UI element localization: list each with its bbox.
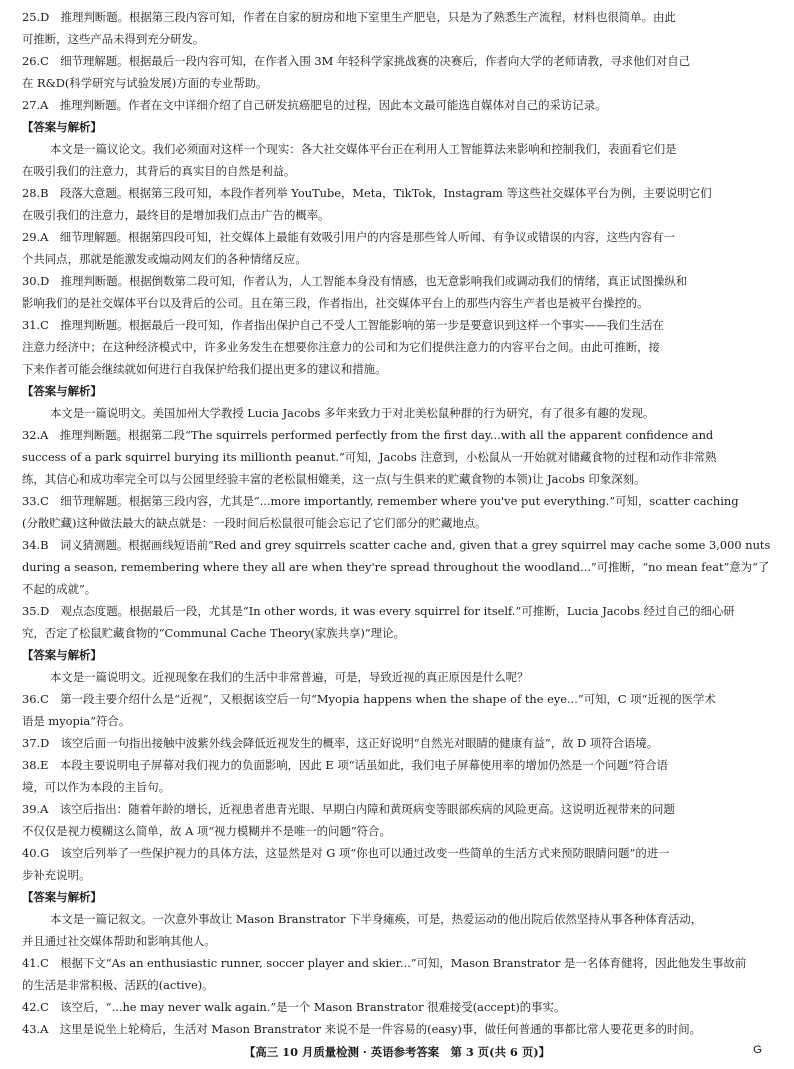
answer-line: 32.A 推理判断题。根据第二段“The squirrels performed perfectly from the first day...with all the apparent confidence and xyxy=(22,428,714,442)
page-footer xyxy=(0,1044,794,1064)
section-header xyxy=(22,380,770,402)
answer-line: 38.E 本段主要说明电子屏幕对我们视力的负面影响，因此 E 项“话虽如此，我们电子屏幕使用率的增加仍然是一个问题”符合语 xyxy=(22,758,668,772)
passage-summary xyxy=(22,138,770,182)
answer-item xyxy=(22,1018,770,1040)
answer-line: 在吸引我们的注意力，最终目的是增加我们点击广告的概率。 xyxy=(22,208,330,222)
answer-line: 个共同点，那就是能激发或煽动网友们的各种情绪反应。 xyxy=(22,252,307,266)
section-header xyxy=(22,644,770,666)
answer-item xyxy=(22,732,770,754)
answer-line: 30.D 推理判断题。根据倒数第二段可知，作者认为，人工智能本身没有情感，也无意影响我们或调动我们的情绪，真正试图操纵和 xyxy=(22,274,688,288)
answer-item xyxy=(22,6,770,50)
section-header-text: 【答案与解析】 xyxy=(22,120,102,134)
section-header xyxy=(22,116,770,138)
answer-item xyxy=(22,314,770,380)
answer-line: 27.A 推理判断题。作者在文中详细介绍了自己研发抗癌肥皂的过程，因此本文最可能选自媒体对自己的采访记录。 xyxy=(22,98,607,112)
section-header-text: 【答案与解析】 xyxy=(22,890,102,904)
answer-line: 影响我们的是社交媒体平台以及背后的公司。且在第三段，作者指出，社交媒体平台上的那些内容生产者也是被平台操控的。 xyxy=(22,296,649,310)
answer-line: 不起的成就”。 xyxy=(22,582,97,596)
summary-line: 本文是一篇议论文。我们必须面对这样一个现实：各大社交媒体平台正在利用人工智能算法来影响和控制我们，表面看它们是 xyxy=(50,142,677,156)
answer-item xyxy=(22,754,770,798)
answer-line: 不仅仅是视力模糊这么简单，故 A 项“视力模糊并不是唯一的问题”符合。 xyxy=(22,824,391,838)
section-header-text: 【答案与解析】 xyxy=(22,384,102,398)
answer-line: 34.B 词义猜测题。根据画线短语前“Red and grey squirrels scatter cache and, given that a grey squirrel may cache some 3,000 nuts xyxy=(22,538,770,552)
answer-line: 35.D 观点态度题。根据最后一段，尤其是“In other words, it was every squirrel for itself.”可推断，Lucia Jacobs 经过自己的细心研 xyxy=(22,604,735,618)
answer-document xyxy=(22,6,770,1040)
answer-line: 43.A 这里是说坐上轮椅后，生活对 Mason Branstrator 来说不是一件容易的(easy)事，做任何普通的事都比常人要花更多的时间。 xyxy=(22,1022,702,1036)
answer-line: 39.A 该空后指出：随着年龄的增长，近视患者患青光眼、早期白内障和黄斑病变等眼部疾病的风险更高。这说明近视带来的问题 xyxy=(22,802,675,816)
answer-item xyxy=(22,842,770,886)
summary-line: 并且通过社交媒体帮助和影响其他人。 xyxy=(22,934,216,948)
passage-summary xyxy=(22,402,770,424)
answer-line: 28.B 段落大意题。根据第三段可知，本段作者列举 YouTube，Meta，TikTok，Instagram 等这些社交媒体平台为例，主要说明它们 xyxy=(22,186,712,200)
answer-line: 25.D 推理判断题。根据第三段内容可知，作者在自家的厨房和地下室里生产肥皂，只是为了熟悉生产流程，材料也很简单。由此 xyxy=(22,10,676,24)
answer-item xyxy=(22,688,770,732)
answer-item xyxy=(22,600,770,644)
answer-item xyxy=(22,226,770,270)
answer-line: 26.C 细节理解题。根据最后一段内容可知，在作者入围 3M 年轻科学家挑战赛的决赛后，作者向大学的老师请教，寻求他们对自己 xyxy=(22,54,691,68)
answer-item xyxy=(22,490,770,534)
section-header xyxy=(22,886,770,908)
summary-line: 在吸引我们的注意力，其背后的真实目的自然是利益。 xyxy=(22,164,296,178)
answer-item xyxy=(22,270,770,314)
answer-line: 下来作者可能会继续就如何进行自我保护给我们提出更多的建议和措施。 xyxy=(22,362,387,376)
summary-line: 本文是一篇记叙文。一次意外事故让 Mason Branstrator 下半身瘫痪，可是，热爱运动的他出院后依然坚持从事各种体育活动， xyxy=(50,912,703,926)
footer-version-mark: G xyxy=(753,1044,762,1056)
answer-item xyxy=(22,952,770,996)
footer-title: 【高三 10 月质量检测 · 英语参考答案 第 3 页(共 6 页)】 xyxy=(244,1045,550,1059)
answer-line: 语是 myopia”符合。 xyxy=(22,714,131,728)
answer-item xyxy=(22,996,770,1018)
answer-line: 练，其信心和成功率完全可以与公园里经验丰富的老松鼠相媲美，这一点(与生俱来的贮藏食物的本领)让 Jacobs 印象深刻。 xyxy=(22,472,646,486)
answer-line: 可推断，这些产品未得到充分研发。 xyxy=(22,32,205,46)
answer-line: 注意力经济中；在这种经济模式中，许多业务发生在想要你注意力的公司和为它们提供注意力的内容平台之间。由此可推断，接 xyxy=(22,340,660,354)
answer-line: 究，否定了松鼠贮藏食物的“Communal Cache Theory(家族共享)”理论。 xyxy=(22,626,405,640)
answer-item xyxy=(22,94,770,116)
answer-line: during a season, remembering where they all are when they're spread throughout the woodland...”可推断，“no mean feat”意为“了 xyxy=(22,560,770,574)
answer-line: 31.C 推理判断题。根据最后一段可知，作者指出保护自己不受人工智能影响的第一步是要意识到这样一个事实——我们生活在 xyxy=(22,318,664,332)
answer-line: 41.C 根据下文“As an enthusiastic runner, soccer player and skier...”可知，Mason Branstrator 是一名体育健将，因此他发生事故前 xyxy=(22,956,747,970)
answer-line: 29.A 细节理解题。根据第四段可知，社交媒体上最能有效吸引用户的内容是那些耸人听闻、有争议或错误的内容，这些内容有一 xyxy=(22,230,675,244)
answer-line: success of a park squirrel burying its millionth peanut.”可知，Jacobs 注意到，小松鼠从一开始就对储藏食物的过程和动作非常熟 xyxy=(22,450,717,464)
answer-line: 42.C 该空后，“...he may never walk again.”是一个 Mason Branstrator 很难接受(accept)的事实。 xyxy=(22,1000,566,1014)
answer-item xyxy=(22,798,770,842)
answer-line: 境，可以作为本段的主旨句。 xyxy=(22,780,171,794)
passage-summary xyxy=(22,666,770,688)
answer-line: 的生活是非常积极、活跃的(active)。 xyxy=(22,978,214,992)
answer-item xyxy=(22,182,770,226)
answer-line: 步补充说明。 xyxy=(22,868,91,882)
summary-line: 本文是一篇说明文。美国加州大学教授 Lucia Jacobs 多年来致力于对北美松鼠种群的行为研究，有了很多有趣的发现。 xyxy=(50,406,655,420)
passage-summary xyxy=(22,908,770,952)
answer-item xyxy=(22,424,770,490)
answer-line: 40.G 该空后列举了一些保护视力的具体方法，这显然是对 G 项“你也可以通过改变一些简单的生活方式来预防眼睛问题”的进一 xyxy=(22,846,670,860)
answer-line: 在 R&D(科学研究与试验发展)方面的专业帮助。 xyxy=(22,76,268,90)
answer-item xyxy=(22,534,770,600)
answer-line: 33.C 细节理解题。根据第三段内容，尤其是“...more importantly, remember where you've put everything.”可知，scatter caching xyxy=(22,494,739,508)
summary-line: 本文是一篇说明文。近视现象在我们的生活中非常普遍，可是，导致近视的真正原因是什么呢？ xyxy=(50,670,529,684)
answer-line: 36.C 第一段主要介绍什么是“近视”，又根据该空后一句“Myopia happens when the shape of the eye...”可知，C 项“近视的医学术 xyxy=(22,692,716,706)
answer-line: 37.D 该空后面一句指出接触中波紫外线会降低近视发生的概率，这正好说明“自然光对眼睛的健康有益”，故 D 项符合语境。 xyxy=(22,736,659,750)
answer-line: (分散贮藏)这种做法最大的缺点就是：一段时间后松鼠很可能会忘记了它们部分的贮藏地点。 xyxy=(22,516,487,530)
answer-item xyxy=(22,50,770,94)
section-header-text: 【答案与解析】 xyxy=(22,648,102,662)
